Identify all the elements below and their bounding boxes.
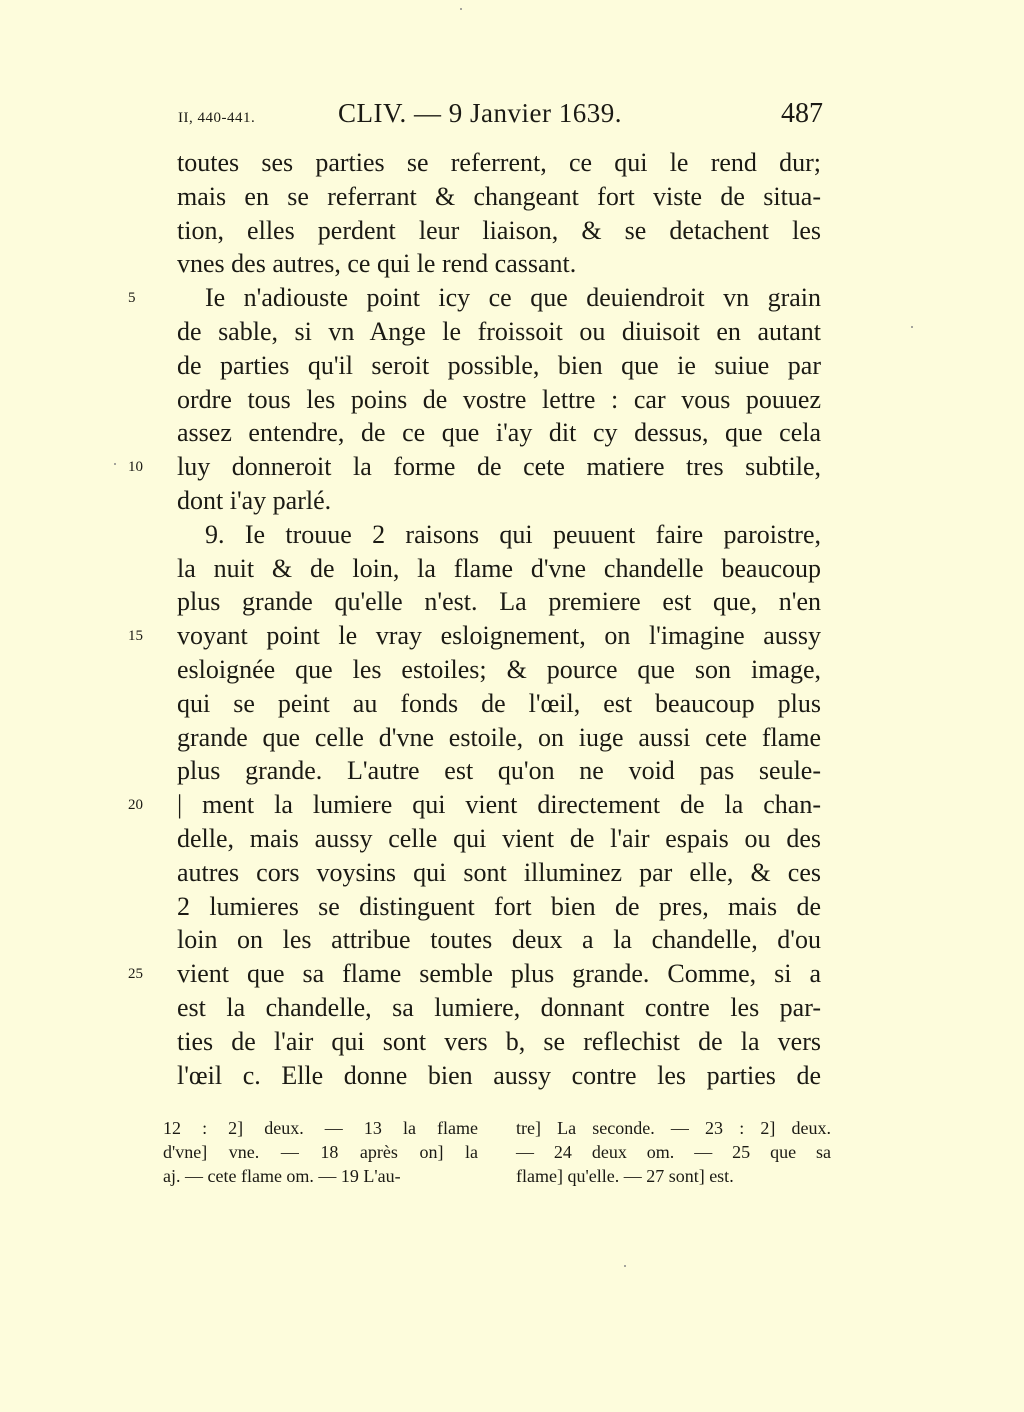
text-line: l'œil c. Elle donne bien aussy contre les parties de <box>177 1060 821 1090</box>
paper-speck <box>911 326 913 328</box>
running-header <box>178 98 823 138</box>
main-text <box>177 146 821 1092</box>
text-line: grande que celle d'vne estoile, on iuge aussi cete flame <box>177 722 821 752</box>
text-line: plus grande. L'autre est qu'on ne void pas seule- <box>177 756 821 786</box>
text-line: assez entendre, de ce que i'ay dit cy dessus, que cela <box>177 418 821 448</box>
footnote-line: 12 : 2] deux. — 13 la flame <box>163 1118 478 1138</box>
text-line: plus grande qu'elle n'est. La premiere est que, n'en <box>177 587 821 617</box>
text-line: qui se peint au fonds de l'œil, est beaucoup plus <box>177 688 821 718</box>
line-number: 25 <box>128 966 143 982</box>
paper-speck <box>114 463 116 465</box>
footnote-line: d'vne] vne. — 18 après on] la <box>163 1142 478 1162</box>
footnotes-left-column <box>163 1116 478 1188</box>
line-number: 20 <box>128 797 143 813</box>
text-line: de parties qu'il seroit possible, bien que ie suiue par <box>177 350 821 380</box>
footnote-line: — 24 deux om. — 25 que sa <box>516 1142 831 1162</box>
text-line: luy donneroit la forme de cete matiere tres subtile, <box>177 452 821 482</box>
text-line: toutes ses parties se referrent, ce qui le rend dur; <box>177 148 821 177</box>
text-line: est la chandelle, sa lumiere, donnant contre les par- <box>177 992 821 1022</box>
text-line: mais en se referrant & changeant fort viste de situa- <box>177 181 821 211</box>
text-line: 9. Ie trouue 2 raisons qui peuuent faire paroistre, <box>205 519 821 549</box>
text-line: ordre tous les poins de vostre lettre : car vous pouuez <box>177 384 821 414</box>
page-number: 487 <box>781 98 823 129</box>
text-line: ties de l'air qui sont vers b, se reflechist de la vers <box>177 1026 821 1056</box>
text-line: de sable, si vn Ange le froissoit ou diuisoit en autant <box>177 316 821 346</box>
text-line: esloignée que les estoiles; & pource que son image, <box>177 654 821 684</box>
paper-speck <box>624 1265 626 1267</box>
paper-speck <box>460 8 462 10</box>
line-number: 10 <box>128 459 143 475</box>
footnotes-right-column <box>516 1116 831 1188</box>
text-line: loin on les attribue toutes deux a la chandelle, d'ou <box>177 925 821 955</box>
letter-title: CLIV. — 9 Janvier 1639. <box>338 98 622 128</box>
text-line: la nuit & de loin, la flame d'vne chandelle beaucoup <box>177 553 821 583</box>
line-number: 15 <box>128 628 143 644</box>
text-line: dont i'ay parlé. <box>177 485 332 515</box>
text-line: voyant point le vray esloignement, on l'imagine aussy <box>177 621 821 651</box>
footnote-line: flame] qu'elle. — 27 sont] est. <box>516 1166 734 1186</box>
footnote-line: aj. — cete flame om. — 19 L'au- <box>163 1166 401 1186</box>
text-line: | ment la lumiere qui vient directement de la chan- <box>177 790 821 820</box>
volume-reference: II, 440-441. <box>178 110 256 126</box>
text-line: autres cors voysins qui sont illuminez par elle, & ces <box>177 857 821 887</box>
text-line: vient que sa flame semble plus grande. Comme, si a <box>177 959 821 989</box>
text-line: tion, elles perdent leur liaison, & se detachent les <box>177 215 821 245</box>
text-line: Ie n'adiouste point icy ce que deuiendroit vn grain <box>205 283 821 313</box>
text-line: delle, mais aussy celle qui vient de l'air espais ou des <box>177 823 821 853</box>
text-line: vnes des autres, ce qui le rend cassant. <box>177 249 577 279</box>
line-number: 5 <box>128 290 136 306</box>
text-line: 2 lumieres se distinguent fort bien de pres, mais de <box>177 891 821 921</box>
footnote-line: tre] La seconde. — 23 : 2] deux. <box>516 1118 831 1138</box>
